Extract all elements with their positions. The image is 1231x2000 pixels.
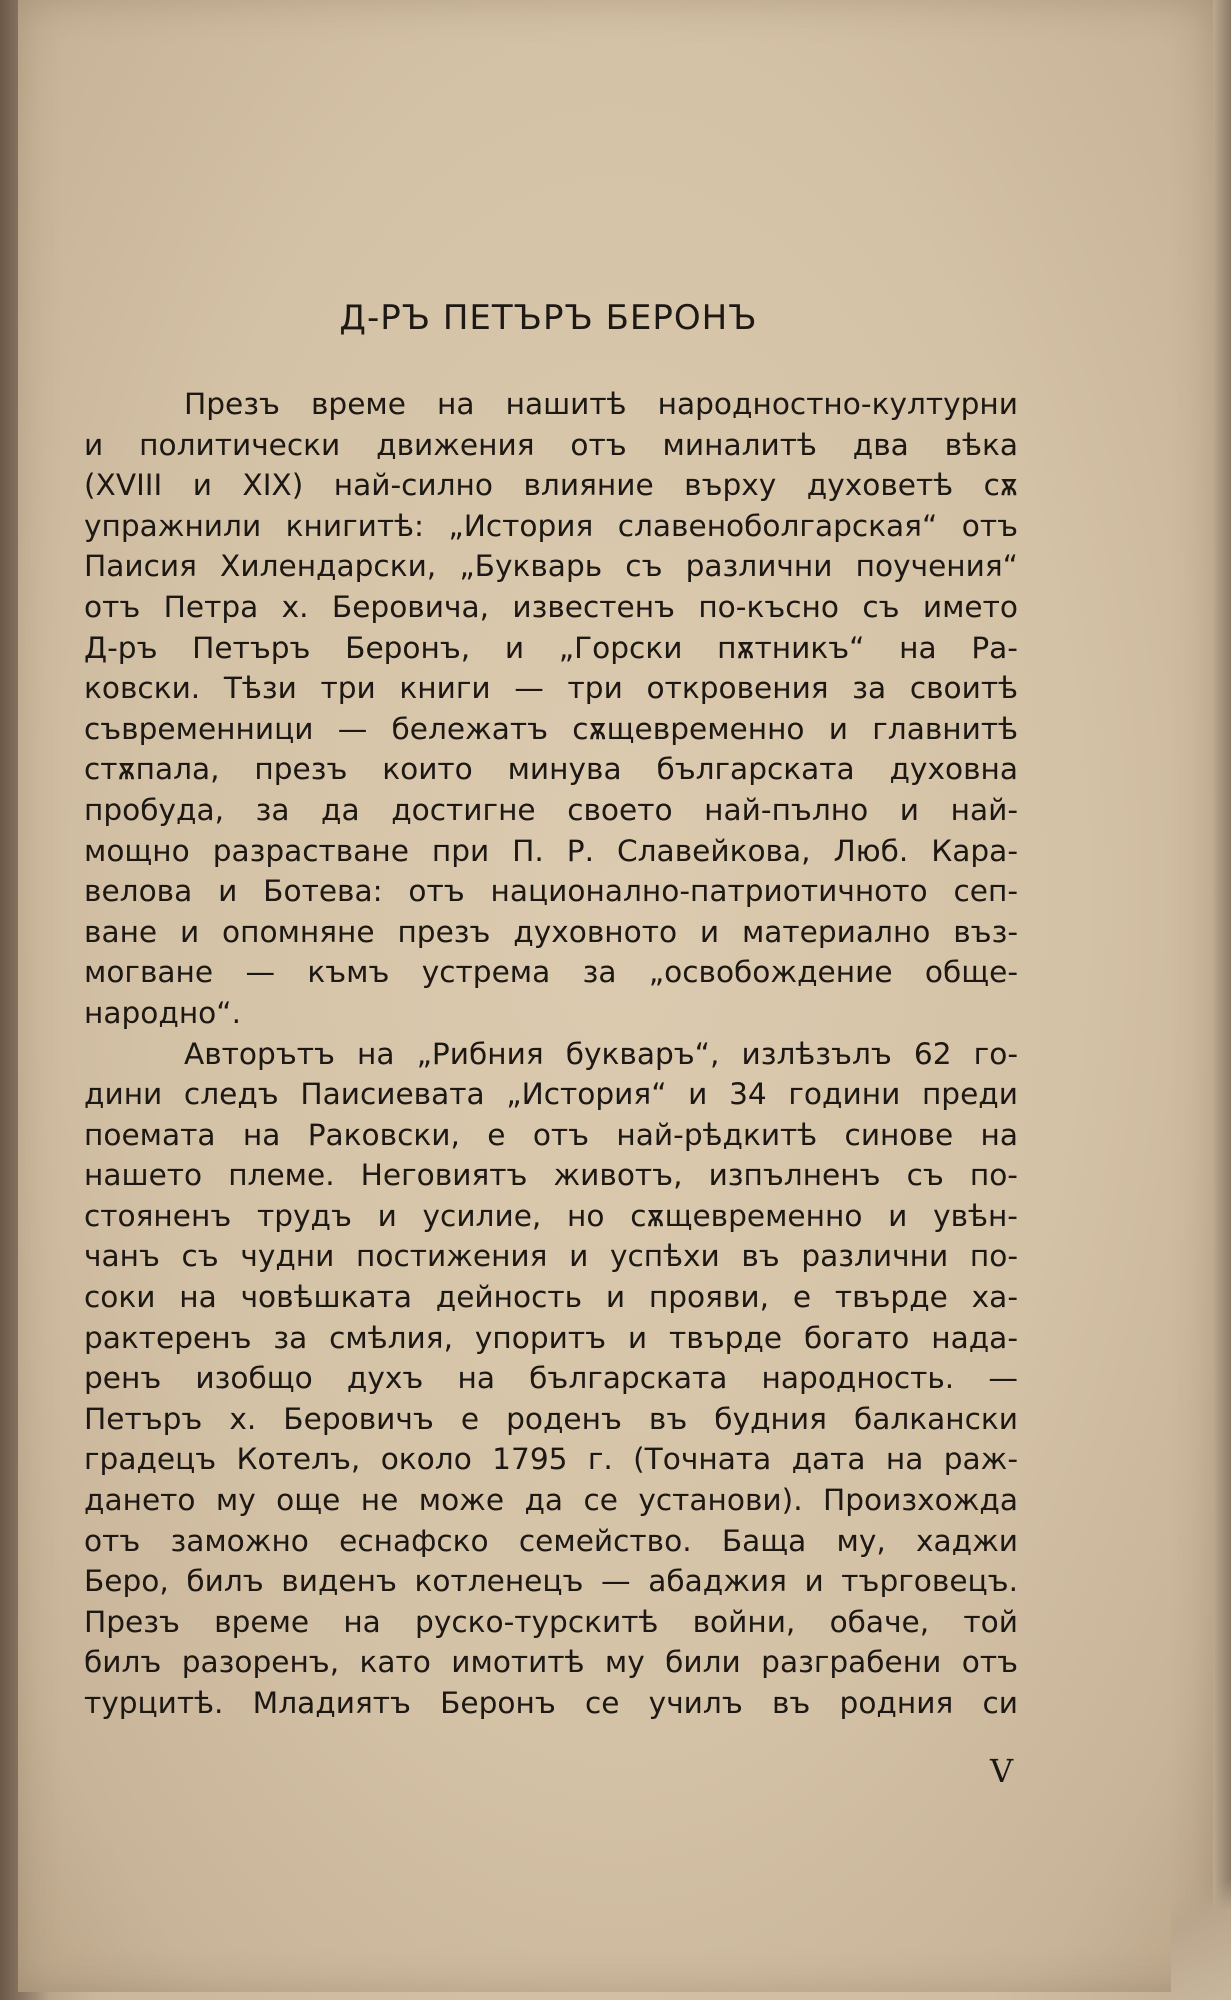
text-line: съвременници — бележатъ сѫщевременно и главнитѣ (84, 711, 1018, 746)
text-line: рактеренъ за смѣлия, упоритъ и твърде богато нада- (84, 1320, 1018, 1355)
body-text (84, 384, 1018, 1724)
text-line: турцитѣ. Младиятъ Беронъ се училъ въ родния си (84, 1686, 1018, 1720)
text-line: отъ Петра х. Беровича, известенъ по-късно съ името (84, 589, 1018, 624)
text-line: ване и опомняне презъ духовното и материално въз- (84, 914, 1018, 949)
text-line: дането му още не може да се установи). Произхожда (84, 1483, 1018, 1518)
text-line: отъ заможно еснафско семейство. Баща му, хаджи (84, 1523, 1018, 1558)
text-line: велова и Ботева: отъ национално-патриотичното сеп- (84, 874, 1018, 909)
text-line: чанъ съ чудни постижения и успѣхи въ различни по- (84, 1239, 1018, 1274)
text-line: ковски. Тѣзи три книги — три откровения за своитѣ (84, 671, 1018, 706)
text-line: поемата на Раковски, е отъ най-рѣдкитѣ синове на (84, 1117, 1018, 1152)
text-line: стояненъ трудъ и усилие, но сѫщевременно и увѣн- (84, 1198, 1018, 1233)
text-line: народно“. (84, 995, 242, 1030)
page-title: Д-РЪ ПЕТЪРЪ БЕРОНЪ (339, 298, 758, 338)
text-line: могване — къмъ устрема за „освобождение обще- (84, 955, 1018, 990)
text-line: пробуда, за да достигне своето най-пълно и най- (84, 792, 1018, 827)
text-line: Презъ време на руско-турскитѣ войни, обаче, той (84, 1604, 1018, 1639)
text-line: соки на човѣшката дейность и прояви, е твърде ха- (84, 1280, 1018, 1315)
text-line: Паисия Хилендарски, „Букварь съ различни поучения“ (84, 549, 1018, 584)
page-corner (1171, 1820, 1231, 2000)
text-line: стѫпала, презъ които минува българската духовна (84, 752, 1018, 787)
text-line: Беро, билъ виденъ котленецъ — абаджия и търговецъ. (84, 1564, 1018, 1599)
book-page (18, 0, 1213, 1992)
text-line: дини следъ Паисиевата „История“ и 34 години преди (84, 1077, 1018, 1112)
text-line: билъ разоренъ, като имотитѣ му били разграбени отъ (84, 1645, 1018, 1680)
text-line: Презъ време на нашитѣ народностно-културни (184, 387, 1018, 421)
text-line: и политически движения отъ миналитѣ два вѣка (84, 427, 1018, 462)
text-line: Петъръ х. Беровичъ е роденъ въ будния балкански (84, 1401, 1018, 1436)
text-line: (XVIII и XIX) най-силно влияние върху духоветѣ сѫ (84, 468, 1018, 503)
text-line: ренъ изобщо духъ на българската народность. — (84, 1361, 1018, 1396)
text-line: Д-ръ Петъръ Беронъ, и „Горски пѫтникъ“ на Ра- (84, 630, 1018, 665)
text-line: упражнили книгитѣ: „История славеноболгарская“ отъ (84, 508, 1018, 543)
text-line: нашето племе. Неговиятъ животъ, изпълненъ съ по- (84, 1158, 1018, 1193)
page-edge (1213, 0, 1231, 2000)
page-number: V (990, 1752, 1014, 1790)
text-line: Авторътъ на „Рибния букваръ“, излѣзълъ 62 го- (184, 1036, 1018, 1071)
text-line: мощно разрастване при П. Р. Славейкова, Люб. Кара- (84, 833, 1018, 868)
text-line: градецъ Котелъ, около 1795 г. (Точната дата на раж- (84, 1442, 1018, 1477)
